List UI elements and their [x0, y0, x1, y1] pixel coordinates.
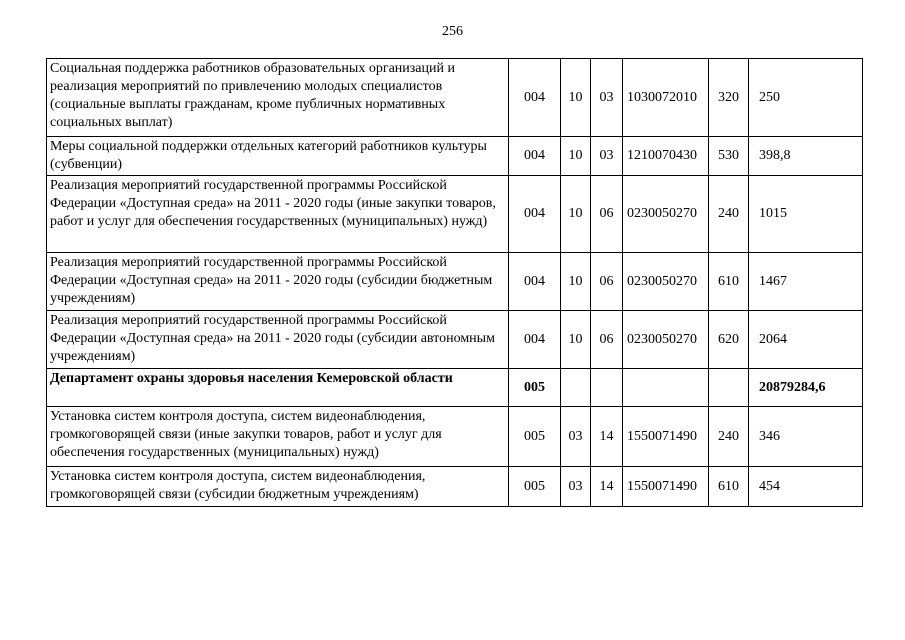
department-row — [47, 369, 863, 407]
amount: 250 — [749, 59, 863, 137]
subsection-code — [591, 369, 623, 407]
ministry-code: 005 — [509, 407, 561, 467]
target-article-code: 1550071490 — [623, 467, 709, 507]
ministry-code: 004 — [509, 176, 561, 253]
amount: 1467 — [749, 253, 863, 311]
target-article-code: 0230050270 — [623, 176, 709, 253]
department-total-amount: 20879284,6 — [749, 369, 863, 407]
expense-type-code: 620 — [709, 311, 749, 369]
section-code: 10 — [561, 253, 591, 311]
row-name: Реализация мероприятий государственной программы Российской Федерации «Доступная среда» на 2011 - 2020 годы (субсидии бюджетным учреждениям) — [47, 253, 509, 311]
table-row — [47, 59, 863, 137]
row-name: Установка систем контроля доступа, систем видеонаблюдения, громкоговорящей связи (субсидии бюджетным учреждениям) — [47, 467, 509, 507]
subsection-code: 06 — [591, 311, 623, 369]
target-article-code: 1550071490 — [623, 407, 709, 467]
row-name: Меры социальной поддержки отдельных категорий работников культуры (субвенции) — [47, 137, 509, 176]
amount: 346 — [749, 407, 863, 467]
target-article-code: 1030072010 — [623, 59, 709, 137]
amount: 454 — [749, 467, 863, 507]
target-article-code — [623, 369, 709, 407]
section-code: 10 — [561, 137, 591, 176]
ministry-code: 005 — [509, 467, 561, 507]
table-row — [47, 467, 863, 507]
target-article-code: 0230050270 — [623, 253, 709, 311]
subsection-code: 14 — [591, 467, 623, 507]
row-name: Установка систем контроля доступа, систем видеонаблюдения, громкоговорящей связи (иные закупки товаров, работ и услуг для обеспечения государственных (муниципальных) нужд) — [47, 407, 509, 467]
row-name: Реализация мероприятий государственной программы Российской Федерации «Доступная среда» на 2011 - 2020 годы (иные закупки товаров, работ и услуг для обеспечения государственных (муниципальных) нужд) — [47, 176, 509, 253]
ministry-code: 004 — [509, 311, 561, 369]
target-article-code: 0230050270 — [623, 311, 709, 369]
expense-type-code — [709, 369, 749, 407]
section-code — [561, 369, 591, 407]
subsection-code: 14 — [591, 407, 623, 467]
page-number: 256 — [442, 24, 463, 39]
amount: 1015 — [749, 176, 863, 253]
section-code: 03 — [561, 407, 591, 467]
section-code: 10 — [561, 311, 591, 369]
ministry-code: 004 — [509, 137, 561, 176]
section-code: 03 — [561, 467, 591, 507]
expense-type-code: 610 — [709, 467, 749, 507]
section-code: 10 — [561, 59, 591, 137]
budget-table — [46, 58, 863, 507]
row-name: Реализация мероприятий государственной программы Российской Федерации «Доступная среда» на 2011 - 2020 годы (субсидии автономным учреждениям) — [47, 311, 509, 369]
amount: 2064 — [749, 311, 863, 369]
table-row — [47, 137, 863, 176]
subsection-code: 06 — [591, 176, 623, 253]
ministry-code: 004 — [509, 253, 561, 311]
ministry-code: 004 — [509, 59, 561, 137]
table-row — [47, 311, 863, 369]
subsection-code: 03 — [591, 59, 623, 137]
row-name: Социальная поддержка работников образовательных организаций и реализация мероприятий по привлечению молодых специалистов (социальные выплаты гражданам, кроме публичных нормативных социальных выплат) — [47, 59, 509, 137]
amount: 398,8 — [749, 137, 863, 176]
expense-type-code: 530 — [709, 137, 749, 176]
ministry-code: 005 — [509, 369, 561, 407]
section-code: 10 — [561, 176, 591, 253]
subsection-code: 06 — [591, 253, 623, 311]
table-row — [47, 253, 863, 311]
subsection-code: 03 — [591, 137, 623, 176]
expense-type-code: 240 — [709, 176, 749, 253]
table-row — [47, 407, 863, 467]
target-article-code: 1210070430 — [623, 137, 709, 176]
department-name: Департамент охраны здоровья населения Кемеровской области — [47, 369, 509, 407]
expense-type-code: 320 — [709, 59, 749, 137]
expense-type-code: 610 — [709, 253, 749, 311]
expense-type-code: 240 — [709, 407, 749, 467]
table-row — [47, 176, 863, 253]
